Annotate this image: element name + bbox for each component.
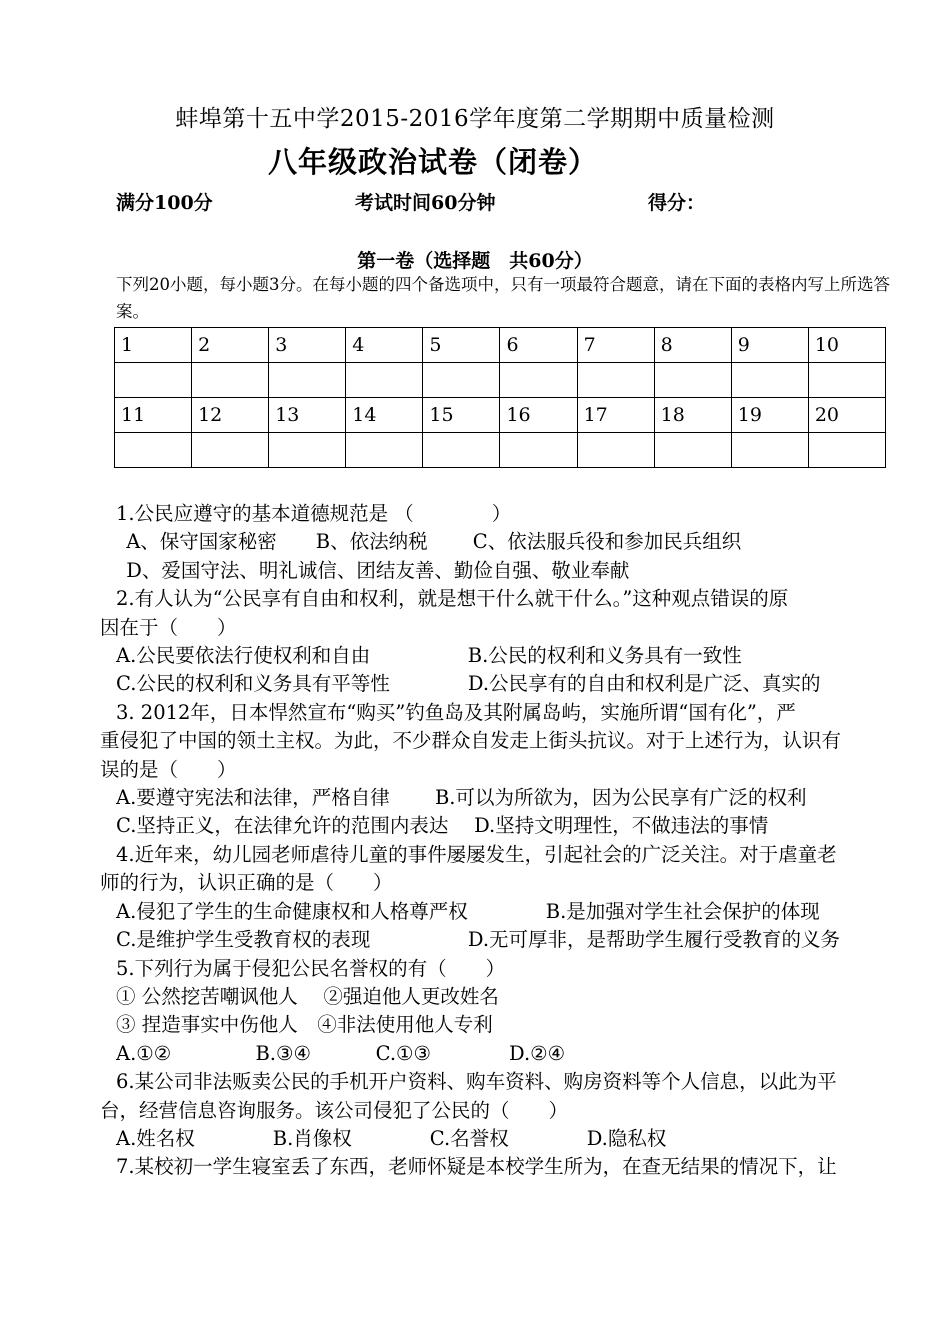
grid-cell-number: 1 bbox=[115, 328, 192, 363]
grid-answer-row-1 bbox=[115, 363, 886, 398]
grid-cell-number: 13 bbox=[269, 398, 346, 433]
grid-cell-number: 14 bbox=[346, 398, 423, 433]
grid-cell-number: 11 bbox=[115, 398, 192, 433]
grid-answer-cell[interactable] bbox=[577, 363, 654, 398]
exam-title: 八年级政治试卷（闭卷） bbox=[268, 145, 599, 179]
question-list bbox=[100, 500, 906, 1182]
grid-answer-cell[interactable] bbox=[423, 433, 500, 468]
grid-cell-number: 16 bbox=[500, 398, 577, 433]
question-line: 师的行为，认识正确的是（ ） bbox=[100, 871, 393, 895]
question-line: A.①② B.③④ C.①③ D.②④ bbox=[116, 1041, 566, 1065]
question-line: 重侵犯了中国的领土主权。为此，不少群众自发走上街头抗议。对于上述行为，认识有 bbox=[100, 729, 842, 753]
grid-cell-number: 15 bbox=[423, 398, 500, 433]
grid-answer-cell[interactable] bbox=[192, 363, 269, 398]
grid-cell-number: 18 bbox=[654, 398, 731, 433]
grid-answer-cell[interactable] bbox=[654, 433, 731, 468]
grid-answer-cell[interactable] bbox=[269, 363, 346, 398]
grid-cell-number: 12 bbox=[192, 398, 269, 433]
grid-answer-cell[interactable] bbox=[500, 363, 577, 398]
grid-cell-number: 2 bbox=[192, 328, 269, 363]
grid-cell-number: 6 bbox=[500, 328, 577, 363]
grid-answer-cell[interactable] bbox=[808, 363, 885, 398]
grid-answer-cell[interactable] bbox=[654, 363, 731, 398]
question-line: ① 公然挖苦嘲讽他人 ②强迫他人更改姓名 bbox=[116, 984, 499, 1008]
question-line: 因在于（ ） bbox=[100, 615, 237, 639]
question-line: C.公民的权利和义务具有平等性 D.公民享有的自由和权利是广泛、真实的 bbox=[116, 672, 821, 696]
grid-answer-cell[interactable] bbox=[577, 433, 654, 468]
question-line: ③ 捏造事实中伤他人 ④非法使用他人专利 bbox=[116, 1013, 493, 1037]
grid-cell-number: 9 bbox=[731, 328, 808, 363]
section-instructions: 下列20小题，每小题3分。在每小题的四个备选项中，只有一项最符合题意，请在下面的表格内写上所选答案。 bbox=[116, 275, 890, 321]
question-line: D、爱国守法、明礼诚信、团结友善、勤俭自强、敬业奉献 bbox=[120, 558, 630, 582]
grid-cell-number: 10 bbox=[808, 328, 885, 363]
grid-answer-cell[interactable] bbox=[346, 433, 423, 468]
grid-answer-cell[interactable] bbox=[115, 433, 192, 468]
question-line: 误的是（ ） bbox=[100, 757, 237, 781]
grid-cell-number: 5 bbox=[423, 328, 500, 363]
question-line: A.公民要依法行使权利和自由 B.公民的权利和义务具有一致性 bbox=[116, 644, 742, 668]
question-line: 6.某公司非法贩卖公民的手机开户资料、购车资料、购房资料等个人信息，以此为平 bbox=[116, 1070, 837, 1094]
school-line: 蚌埠第十五中学2015-2016学年度第二学期期中质量检测 bbox=[175, 106, 775, 132]
question-line: 3. 2012年，日本悍然宣布“购买”钓鱼岛及其附属岛屿，实施所谓“国有化”，严 bbox=[116, 700, 796, 724]
grid-answer-cell[interactable] bbox=[808, 433, 885, 468]
grid-answer-cell[interactable] bbox=[115, 363, 192, 398]
grid-answer-cell[interactable] bbox=[500, 433, 577, 468]
grid-answer-cell[interactable] bbox=[423, 363, 500, 398]
grid-cell-number: 19 bbox=[731, 398, 808, 433]
grid-cell-number: 17 bbox=[577, 398, 654, 433]
question-line: A.姓名权 B.肖像权 C.名誉权 D.隐私权 bbox=[116, 1126, 667, 1150]
question-line: A.侵犯了学生的生命健康权和人格尊严权 B.是加强对学生社会保护的体现 bbox=[116, 899, 820, 923]
grid-cell-number: 3 bbox=[269, 328, 346, 363]
grid-answer-row-2 bbox=[115, 433, 886, 468]
question-line: 2.有人认为“公民享有自由和权利，就是想干什么就干什么。”这种观点错误的原 bbox=[116, 587, 789, 611]
grid-answer-cell[interactable] bbox=[346, 363, 423, 398]
question-line: C.是维护学生受教育权的表现 D.无可厚非，是帮助学生履行受教育的义务 bbox=[116, 928, 841, 952]
question-line: 7.某校初一学生寝室丢了东西，老师怀疑是本校学生所为，在查无结果的情况下，让 bbox=[116, 1155, 837, 1179]
question-line: A.要遵守宪法和法律，严格自律 B.可以为所欲为，因为公民享有广泛的权利 bbox=[116, 786, 807, 810]
grid-answer-cell[interactable] bbox=[269, 433, 346, 468]
full-score: 满分100分 bbox=[116, 192, 213, 214]
score-label: 得分： bbox=[648, 192, 706, 214]
grid-number-row-2 bbox=[115, 398, 886, 433]
question-line: A、保守国家秘密 B、依法纳税 C、依法服兵役和参加民兵组织 bbox=[120, 530, 742, 554]
question-line: C.坚持正义，在法律允许的范围内表达 D.坚持文明理性，不做违法的事情 bbox=[116, 814, 769, 838]
question-line: 5.下列行为属于侵犯公民名誉权的有（ ） bbox=[116, 956, 506, 980]
grid-cell-number: 8 bbox=[654, 328, 731, 363]
section-title: 第一卷（选择题 共60分） bbox=[357, 250, 593, 272]
grid-cell-number: 20 bbox=[808, 398, 885, 433]
question-line: 1.公民应遵守的基本道德规范是 （ ） bbox=[116, 502, 512, 525]
exam-time: 考试时间60分钟 bbox=[355, 192, 496, 214]
question-line: 台，经营信息咨询服务。该公司侵犯了公民的（ ） bbox=[100, 1098, 569, 1122]
grid-cell-number: 7 bbox=[577, 328, 654, 363]
grid-answer-cell[interactable] bbox=[731, 433, 808, 468]
question-line: 4.近年来，幼儿园老师虐待儿童的事件屡屡发生，引起社会的广泛关注。对于虐童老 bbox=[116, 842, 837, 866]
grid-answer-cell[interactable] bbox=[731, 363, 808, 398]
answer-grid bbox=[114, 327, 886, 468]
grid-cell-number: 4 bbox=[346, 328, 423, 363]
grid-number-row-1 bbox=[115, 328, 886, 363]
grid-answer-cell[interactable] bbox=[192, 433, 269, 468]
